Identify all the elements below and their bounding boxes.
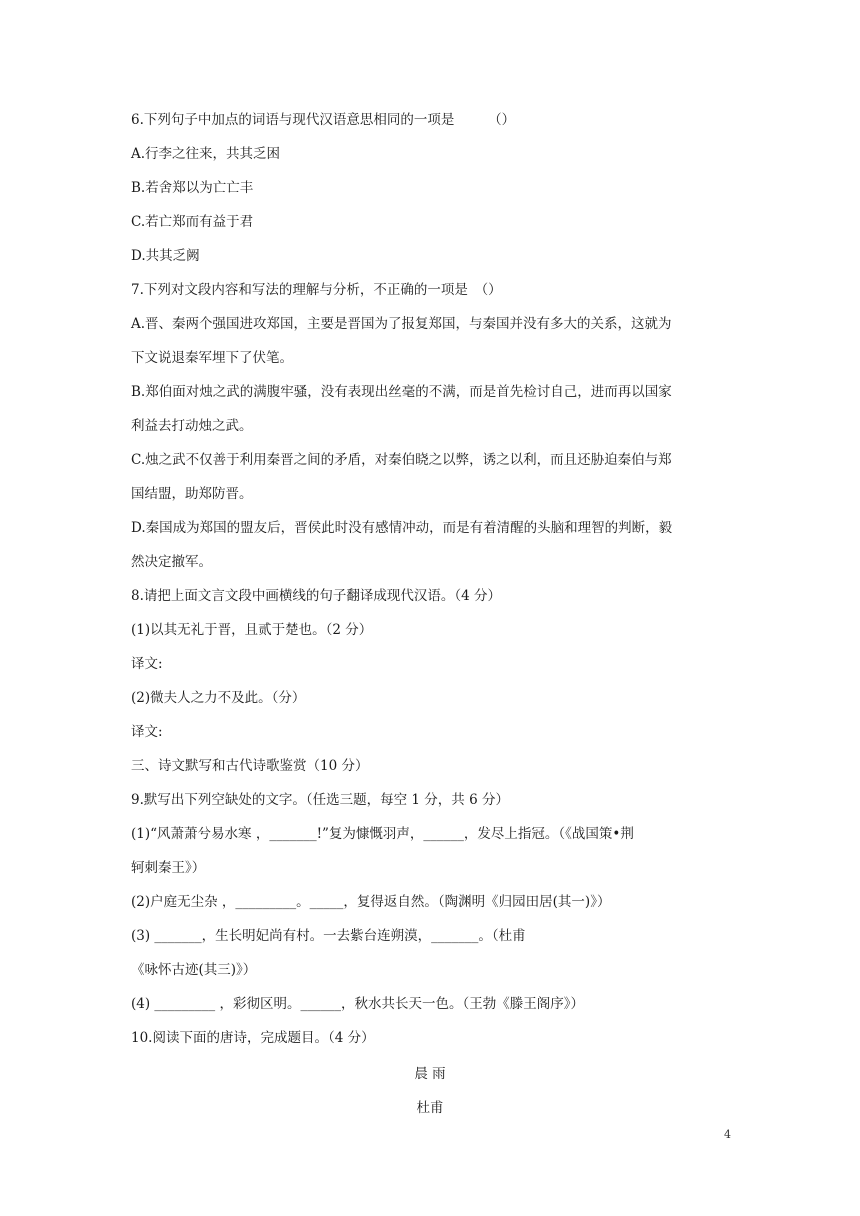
question-7-option-c-line-2: 国结盟，助郑防晋。: [131, 486, 253, 502]
question-9-item-3-line-2: 《咏怀古迹(其三)》）: [131, 962, 257, 978]
poem-author: 杜甫: [416, 1100, 444, 1116]
question-7-option-b-line-1: B.郑伯面对烛之武的满腹牢骚，没有表现出丝毫的不满，而是首先检讨自己，进而再以国家: [131, 384, 672, 400]
question-9-item-4: (4) _________ ，彩彻区明。______，秋水共长天一色。（王勃《滕王阁序》）: [131, 996, 584, 1012]
question-9-stem: 9.默写出下列空缺处的文字。（任选三题，每空 1 分，共 6 分）: [131, 792, 509, 808]
question-8-part-1: (1)以其无礼于晋，且贰于楚也。（2 分）: [131, 622, 373, 638]
question-9-item-3-line-1: (3) _______，生长明妃尚有村。一去紫台连朔漠，_______。（杜甫: [131, 928, 526, 944]
question-10-stem: 10.阅读下面的唐诗，完成题目。（4 分）: [131, 1030, 375, 1046]
question-7-option-d-line-2: 然决定撤军。: [131, 554, 212, 570]
page-number: 4: [724, 1128, 731, 1141]
question-8-stem: 8.请把上面文言文段中画横线的句子翻译成现代汉语。（4 分）: [131, 588, 502, 604]
question-6-option-d: D.共其乏阙: [131, 248, 200, 264]
section-3-heading: 三、诗文默写和古代诗歌鉴赏（10 分）: [131, 758, 369, 774]
question-7-stem: 7.下列对文段内容和写法的理解与分析，不正确的一项是 （）: [131, 282, 502, 298]
question-7-option-c-line-1: C.烛之武不仅善于利用秦晋之间的矛盾，对秦伯晓之以弊，诱之以利，而且还胁迫秦伯与郑: [131, 452, 672, 468]
question-9-item-1-line-2: 轲刺秦王》）: [131, 860, 206, 876]
question-7-option-a-line-2: 下文说退秦军埋下了伏笔。: [131, 350, 293, 366]
question-8-part-2: (2)微夫人之力不及此。（分）: [131, 690, 306, 706]
question-8-answer-label-1: 译文:: [131, 656, 163, 672]
poem-title: 晨 雨: [414, 1066, 446, 1082]
question-8-answer-label-2: 译文:: [131, 724, 163, 740]
question-9-item-1-line-1: (1)“风萧萧兮易水寒 ，_______!”复为慷慨羽声，______，发尽上指冠。（《战国策•荆: [131, 826, 634, 842]
question-6-option-b: B.若舍郑以为亡亡丰: [131, 180, 254, 196]
question-9-item-2: (2)户庭无尘杂 ，_________。_____，复得返自然。（陶渊明《归园田居(其一)》）: [131, 894, 611, 910]
question-7-option-a-line-1: A.晋、秦两个强国进攻郑国，主要是晋国为了报复郑国，与秦国并没有多大的关系，这就为: [131, 316, 672, 332]
question-7-option-b-line-2: 利益去打动烛之武。: [131, 418, 253, 434]
question-6-option-a: A.行李之往来，共其乏困: [131, 146, 281, 162]
question-7-option-d-line-1: D.秦国成为郑国的盟友后，晋侯此时没有感情冲动，而是有着清醒的头脑和理智的判断，毅: [131, 520, 673, 536]
question-6-option-c: C.若亡郑而有益于君: [131, 214, 254, 230]
question-6-stem: 6.下列句子中加点的词语与现代汉语意思相同的一项是 （）: [131, 112, 516, 128]
